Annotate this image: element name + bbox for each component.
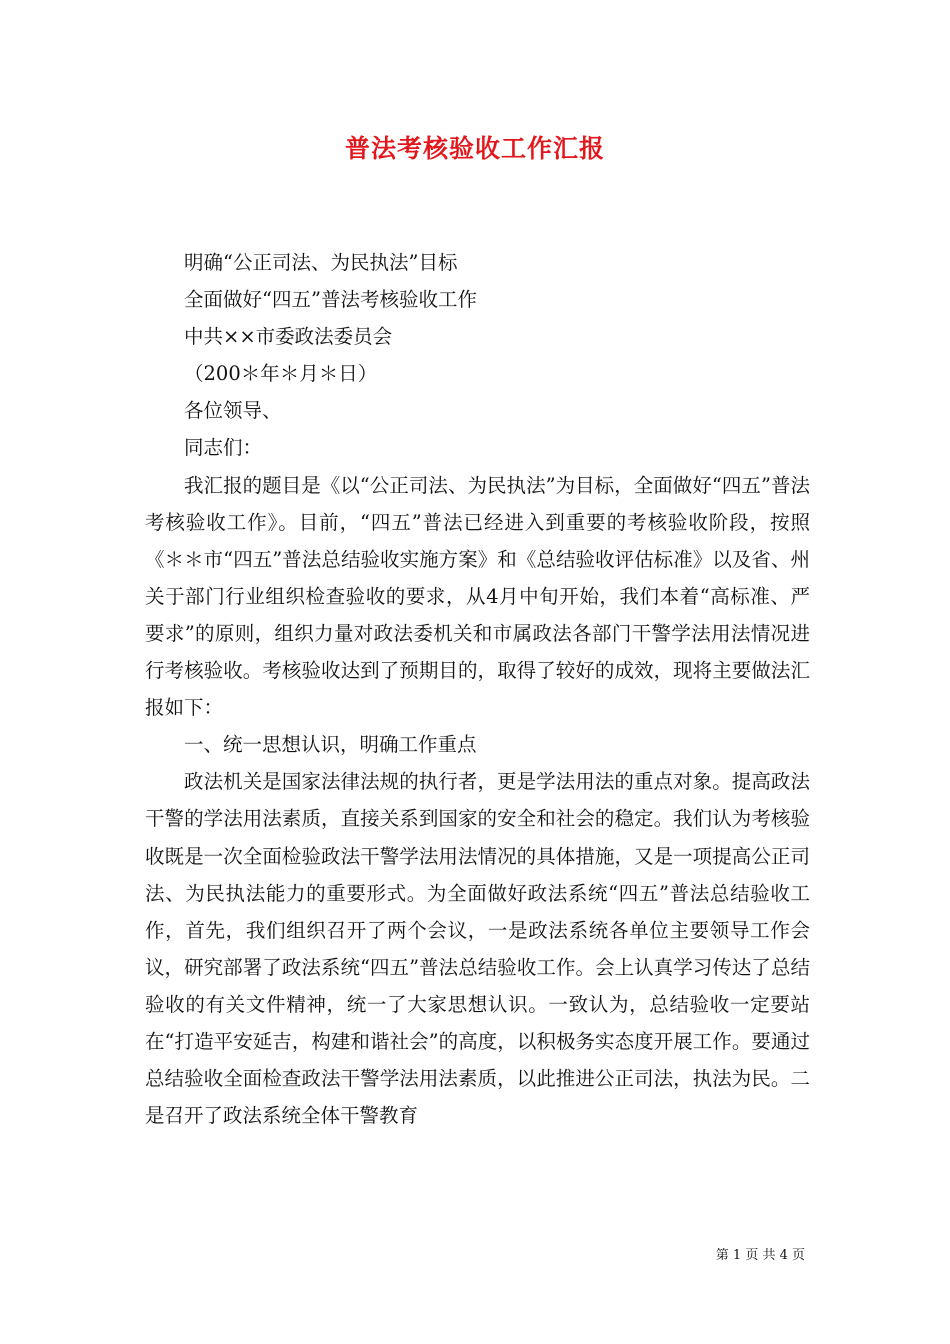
page-number-footer: 第 1 页 共 4 页 <box>715 1248 805 1263</box>
document-body <box>145 244 810 1134</box>
paragraph-salutation-1: 各位领导、 <box>184 399 282 423</box>
paragraph-intro: 我汇报的题目是《以“公正司法、为民执法”为目标，全面做好“四五”普法考核验收工作》。目前，“四五”普法已经进入到重要的考核验收阶段，按照《＊＊市“四五”普法总结验收实施方案》和《总结验收评估标准》以及省、州关于部门行业组织检查验收的要求，从4月中旬开始，我们本着“高标准、严要求”的原则，组织力量对政法委机关和市属政法各部门干警学法用法情况进行考核验收。考核验收达到了预期目的，取得了较好的成效，现将主要做法汇报如下： <box>145 473 810 720</box>
paragraph-heading-line-1: 明确“公正司法、为民执法”目标 <box>184 251 458 274</box>
paragraph-author: 中共××市委政法委员会 <box>184 325 393 349</box>
paragraph-heading-line-2: 全面做好“四五”普法考核验收工作 <box>184 288 477 312</box>
section-heading-1: 一、统一思想认识，明确工作重点 <box>184 733 477 757</box>
document-title: 普法考核验收工作汇报 <box>344 134 605 163</box>
paragraph-salutation-2: 同志们： <box>184 436 263 460</box>
paragraph-date: （200＊年＊月＊日） <box>184 362 378 386</box>
paragraph-section-1: 政法机关是国家法律法规的执行者，更是学法用法的重点对象。提高政法干警的学法用法素质，直接关系到国家的安全和社会的稳定。我们认为考核验收既是一次全面检验政法干警学法用法情况的具体措施，又是一项提高公正司法、为民执法能力的重要形式。为全面做好政法系统“四五”普法总结验收工作，首先，我们组织召开了两个会议，一是政法系统各单位主要领导工作会议，研究部署了政法系统“四五”普法总结验收工作。会上认真学习传达了总结验收的有关文件精神，统一了大家思想认识。一致认为，总结验收一定要站在“打造平安延吉，构建和谐社会”的高度，以积极务实态度开展工作。要通过总结验收全面检查政法干警学法用法素质，以此推进公正司法，执法为民。二是召开了政法系统全体干警教育 <box>145 770 810 1128</box>
